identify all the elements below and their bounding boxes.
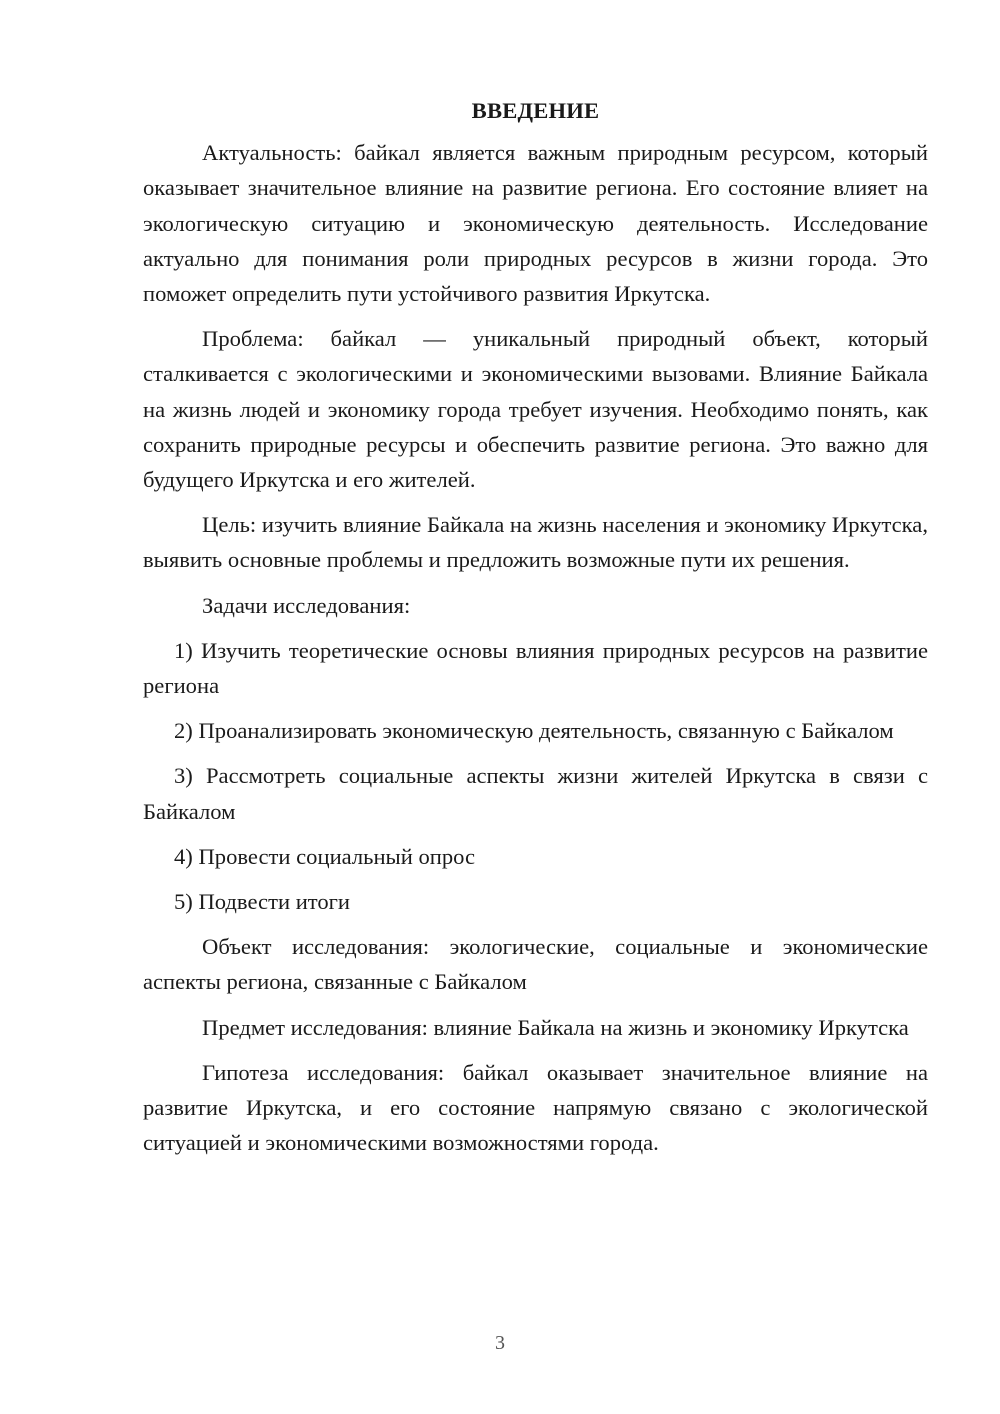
paragraph-tasks-heading: Задачи исследования:: [202, 592, 411, 618]
list-item: 2) Проанализировать экономическую деятельность, связанную с Байкалом: [174, 718, 894, 744]
list-item: 1) Изучить теоретические основы влияния природных ресурсов на развитие региона: [143, 637, 928, 699]
paragraph-subject: Предмет исследования: влияние Байкала на жизнь и экономику Иркутска: [202, 1014, 909, 1040]
list-item: 5) Подвести итоги: [174, 889, 351, 915]
document-page: [143, 93, 928, 1170]
page-number: 3: [495, 1332, 505, 1354]
paragraph-problem: Проблема: байкал — уникальный природный объект, который сталкивается с экологическими и экономическими вызовами. Влияние Байкала на жизнь людей и экономику города требует изучения. Необходимо понять, как сохранить природные ресурсы и обеспечить развитие региона. Это важно для будущего Иркутска и его жителей.: [143, 326, 928, 493]
tasks-list: [143, 633, 928, 919]
paragraph-object: Объект исследования: экологические, социальные и экономические аспекты региона, связанные с Байкалом: [143, 934, 928, 995]
list-item: 4) Провести социальный опрос: [174, 843, 476, 869]
paragraph-relevance: Актуальность: байкал является важным природным ресурсом, который оказывает значительное влияние на развитие региона. Его состояние влияет на экологическую ситуацию и экономическую деятельность. Исследование актуально для понимания роли природных ресурсов в жизни города. Это поможет определить пути устойчивого развития Иркутска.: [143, 140, 928, 307]
list-item: 3) Рассмотреть социальные аспекты жизни жителей Иркутска в связи с Байкалом: [143, 763, 928, 824]
section-title: ВВЕДЕНИЕ: [471, 98, 600, 123]
paragraph-goal: Цель: изучить влияние Байкала на жизнь населения и экономику Иркутска, выявить основные проблемы и предложить возможные пути их решения.: [143, 512, 928, 573]
paragraph-hypothesis: Гипотеза исследования: байкал оказывает значительное влияние на развитие Иркутска, и его состояние напрямую связано с экологической ситуацией и экономическими возможностями города.: [143, 1059, 928, 1156]
